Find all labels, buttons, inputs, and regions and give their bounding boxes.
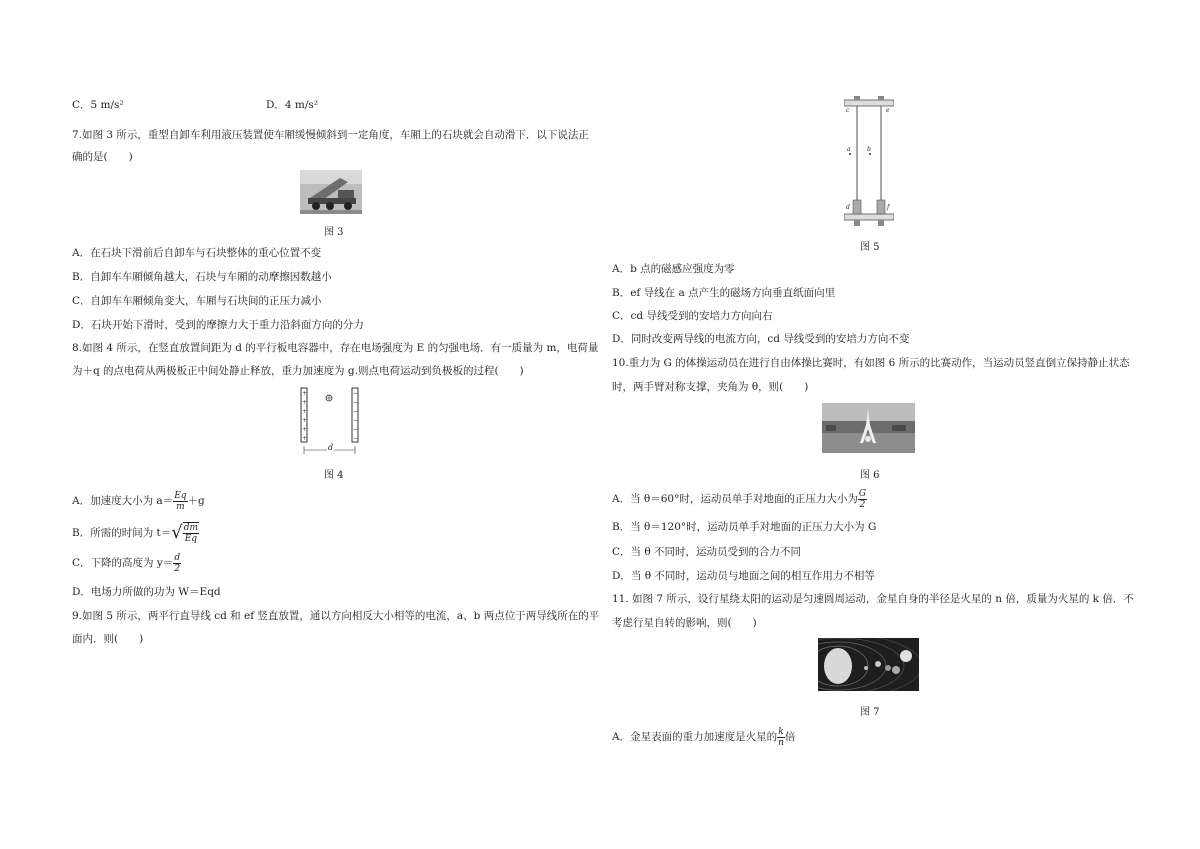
svg-text:+: + [302,399,308,406]
q6-option-c: C．5 m/s² [72,99,124,111]
q9-option-b: B．ef 导线在 a 点产生的磁场方向垂直纸面向里 [612,287,836,299]
q8-option-c-numerator: d [174,552,181,563]
figure-5-label-d: d [846,204,850,211]
q7-option-c: C．自卸车车厢倾角变大，车厢与石块间的正压力减小 [72,295,322,307]
figure-5-label-b: b [867,146,871,153]
svg-text:+: + [302,417,308,424]
q8-stem-line2: 为＋q 的点电荷从两极板正中间处静止释放，重力加速度为 g.则点电荷运动到负极板的过程( ) [72,365,524,377]
q8-option-b-numerator: dm [183,523,199,533]
figure-7-solar-system-image [818,638,919,691]
svg-text:+: + [302,390,308,397]
q11-option-a-prefix: A．金星表面的重力加速度是火星的 [612,731,778,743]
figure-5-label-c: c [846,107,850,114]
figure-7-caption: 图 7 [860,707,880,718]
q8-option-a [72,490,205,512]
svg-text:+: + [302,435,308,442]
q11-option-a-denominator: n [778,737,784,748]
q10-option-d: D．当 θ 不同时，运动员与地面之间的相互作用力不相等 [612,570,875,582]
q11-option-a-numerator: k [778,726,784,737]
q8-option-a-suffix: ＋g [187,495,205,507]
figure-3-caption: 图 3 [324,227,344,238]
svg-text:−: − [353,417,359,424]
figure-4-label-d: d [328,443,334,452]
q7-option-a: A．在石块下滑前后自卸车与石块整体的重心位置不变 [72,247,322,259]
q11-option-a-fraction [777,727,785,748]
svg-text:−: − [353,426,359,433]
q10-option-a-fraction [858,489,867,510]
figure-5-label-a: a [847,146,851,153]
svg-text:+: + [302,408,308,415]
figure-5-caption: 图 5 [860,242,880,253]
q8-option-a-numerator: Eq [174,490,187,501]
figure-5-parallel-wires-diagram [844,96,894,230]
q10-option-a-numerator: G [858,488,867,499]
figure-6-gymnast-image [822,403,915,453]
q8-stem-line1: 8.如图 4 所示，在竖直放置间距为 d 的平行板电容器中，存在电场强度为 E 的匀强电场．有一质量为 m，电荷量 [72,342,599,354]
figure-3-dump-truck-image [300,170,362,214]
q11-stem-line1: 11. 如图 7 所示，设行星绕太阳的运动是匀速圆周运动，金星自身的半径是火星的 n 倍，质量为火星的 k 倍．不 [612,593,1134,605]
q8-option-c-prefix: C．下降的高度为 y＝ [72,557,174,569]
q6-option-d: D．4 m/s² [266,99,319,111]
svg-text:−: − [353,435,359,442]
q7-option-b: B．自卸车车厢倾角越大，石块与车厢的动摩擦因数越小 [72,271,332,283]
figure-6-caption: 图 6 [860,470,880,481]
svg-text:−: − [353,390,359,397]
q10-stem-line2: 时，两手臂对称支撑，夹角为 θ，则( ) [612,381,809,393]
q10-option-a-denominator: 2 [859,499,866,510]
q8-option-b [72,520,199,546]
q9-option-d: D．同时改变两导线的电流方向，cd 导线受到的安培力方向不变 [612,333,910,345]
svg-text:+: + [302,426,308,433]
q10-option-c: C．当 θ 不同时，运动员受到的合力不同 [612,546,802,558]
figure-5-label-e: e [886,107,890,114]
q11-option-a-suffix: 倍 [784,731,796,743]
q8-option-c [72,552,181,574]
q7-stem-line2: 确的是( ) [72,151,133,163]
q7-stem-line1: 7.如图 3 所示，重型自卸车利用液压装置使车厢缓慢倾斜到一定角度，车厢上的石块就会自动滑下．以下说法正 [72,129,589,141]
svg-text:−: − [353,408,359,415]
q8-option-c-fraction [173,553,181,574]
figure-4-capacitor-diagram [296,386,366,456]
q9-stem-line2: 面内．则( ) [72,633,144,645]
q10-stem-line1: 10.重力为 G 的体操运动员在进行自由体操比赛时，有如图 6 所示的比赛动作，当运动员竖直倒立保持静止状态 [612,357,1130,369]
q7-option-d: D．石块开始下滑时，受到的摩擦力大于重力沿斜面方向的分力 [72,319,364,331]
svg-text:−: − [353,399,359,406]
q11-option-a [612,726,795,748]
q8-option-b-prefix: B．所需的时间为 t＝ [72,527,172,539]
figure-5-label-f: f [887,204,890,211]
q10-option-b: B．当 θ＝120°时，运动员单手对地面的正压力大小为 G [612,521,877,533]
q11-stem-line2: 考虑行星自转的影响，则( ) [612,617,757,629]
q9-stem-line1: 9.如图 5 所示，两平行直导线 cd 和 ef 竖直放置，通以方向相反大小相等的电流，a、b 两点位于两导线所在的平 [72,610,600,622]
figure-4-caption: 图 4 [324,470,344,481]
sqrt-icon: √ [171,522,183,543]
q10-option-a [612,488,867,510]
q8-option-d: D．电场力所做的功为 W＝Eqd [72,586,221,598]
q8-option-b-denominator: Eq [184,534,198,544]
q8-option-a-fraction [173,491,187,512]
q9-option-a: A．b 点的磁感应强度为零 [612,263,735,275]
q9-option-c: C．cd 导线受到的安培力方向向右 [612,310,773,322]
q8-option-a-prefix: A．加速度大小为 a＝ [72,495,174,507]
q8-option-b-fraction [183,522,199,544]
q8-option-a-denominator: m [176,501,185,512]
q10-option-a-prefix: A．当 θ＝60°时，运动员单手对地面的正压力大小为 [612,493,858,505]
q8-option-c-denominator: 2 [174,563,181,574]
